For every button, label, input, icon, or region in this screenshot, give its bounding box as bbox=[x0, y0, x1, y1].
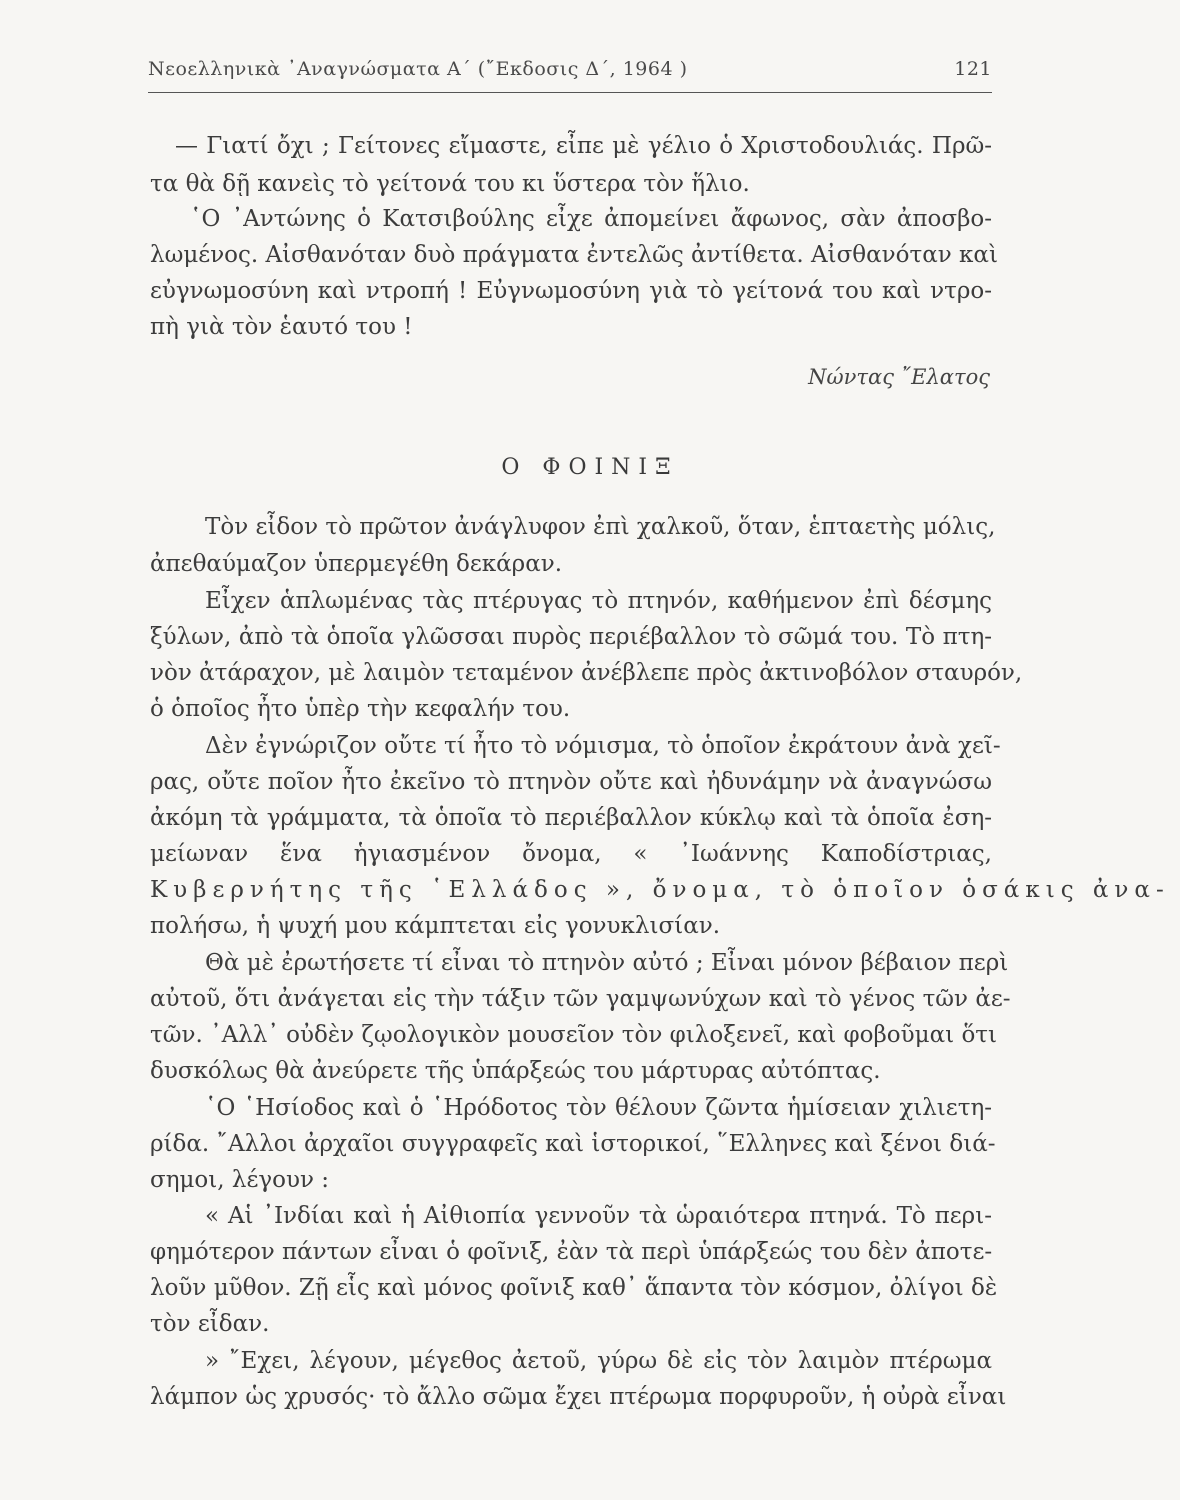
body-line-8: ρας, οὔτε ποῖον ἦτο ἐκεῖνο τὸ πτηνὸν οὔτε καὶ ἠδυνάμην νὰ ἀναγνώσω bbox=[150, 769, 992, 795]
article-title: Ο ΦΟΙΝΙΞ bbox=[501, 455, 679, 480]
body-line-13: Θὰ μὲ ἐρωτήσετε τί εἶναι τὸ πτηνὸν αὐτό ; Εἶναι μόνον βέβαιον περὶ bbox=[205, 950, 1009, 976]
body-line-20: « Αἱ ᾿Ινδίαι καὶ ἡ Αἰθιοπία γεννοῦν τὰ ὡραιότερα πτηνά. Τὸ περι- bbox=[205, 1203, 992, 1229]
body-line-18: ρίδα. ῎Αλλοι ἀρχαῖοι συγγραφεῖς καὶ ἱστορικοί, ῞Ελληνες καὶ ξένοι διά- bbox=[150, 1131, 996, 1157]
running-title: Νεοελληνικὰ ᾿Αναγνώσματα Α΄ (῎Εκδοσις Δ΄, 1964 ) bbox=[148, 58, 688, 80]
body-line-3: Εἶχεν ἁπλωμένας τὰς πτέρυγας τὸ πτηνόν, καθήμενον ἐπὶ δέσμης bbox=[205, 588, 992, 614]
body-line-17: ῾Ο ῾Ησίοδος καὶ ὁ ῾Ηρόδοτος τὸν θέλουν ζῶντα ἡμίσειαν χιλιετη- bbox=[205, 1095, 992, 1121]
prev-line-2: τα θὰ δῇ κανεὶς τὸ γείτονά του κι ὕστερα τὸν ἥλιο. bbox=[150, 171, 750, 197]
author-signature: Νώντας ῎Ελατος bbox=[808, 365, 990, 389]
body-line-2: ἀπεθαύμαζον ὑπερμεγέθη δεκάραν. bbox=[150, 551, 563, 577]
body-line-4: ξύλων, ἀπὸ τὰ ὁποῖα γλῶσσαι πυρὸς περιέβαλλον τὸ σῶμά του. Τὸ πτη- bbox=[150, 624, 992, 650]
page-header bbox=[148, 58, 992, 80]
body-line-15: τῶν. ᾿Αλλ᾿ οὐδὲν ζῳολογικὸν μουσεῖον τὸν φιλοξενεῖ, καὶ φοβοῦμαι ὅτι bbox=[150, 1022, 998, 1048]
body-line-9: ἀκόμη τὰ γράμματα, τὰ ὁποῖα τὸ περιέβαλλον κύκλῳ καὶ τὰ ὁποῖα ἐση- bbox=[150, 805, 992, 831]
body-line-19: σημοι, λέγουν : bbox=[150, 1167, 330, 1193]
body-line-10: μείωναν ἕνα ἡγιασμένον ὄνομα, « ᾿Ιωάννης Καποδίστριας, bbox=[150, 841, 992, 867]
body-line-25: λάμπον ὡς χρυσός· τὸ ἄλλο σῶμα ἔχει πτέρωμα πορφυροῦν, ἡ οὐρὰ εἶναι bbox=[150, 1384, 1007, 1410]
prev-line-6: πὴ γιὰ τὸν ἑαυτό του ! bbox=[150, 314, 413, 340]
body-line-12: πολήσω, ἡ ψυχή μου κάμπτεται εἰς γονυκλισίαν. bbox=[150, 913, 721, 939]
prev-line-1: — Γιατί ὄχι ; Γείτονες εἴμαστε, εἶπε μὲ γέλιο ὁ Χριστοδουλιάς. Πρῶ- bbox=[175, 133, 992, 159]
body-line-5: νὸν ἀτάραχον, μὲ λαιμὸν τεταμένον ἀνέβλεπε πρὸς ἀκτινοβόλον σταυρόν, bbox=[150, 660, 1023, 686]
body-line-24: » ῎Εχει, λέγουν, μέγεθος ἀετοῦ, γύρω δὲ εἰς τὸν λαιμὸν πτέρωμα bbox=[205, 1348, 992, 1374]
header-rule bbox=[148, 92, 992, 93]
body-line-11: Κυβερνήτης τῆς ῾Ελλάδος », ὄνομα, τὸ ὁποῖον ὁσάκις ἀνα- bbox=[150, 877, 1170, 903]
body-line-21: φημότερον πάντων εἶναι ὁ φοῖνιξ, ἐὰν τὰ περὶ ὑπάρξεώς του δὲν ἀποτε- bbox=[150, 1239, 993, 1265]
prev-line-3: ῾Ο ᾿Αντώνης ὁ Κατσιβούλης εἶχε ἀπομείνει ἄφωνος, σὰν ἀποσβο- bbox=[190, 206, 992, 232]
body-line-14: αὐτοῦ, ὅτι ἀνάγεται εἰς τὴν τάξιν τῶν γαμψωνύχων καὶ τὸ γένος τῶν ἀε- bbox=[150, 986, 1011, 1012]
body-line-22: λοῦν μῦθον. Ζῇ εἷς καὶ μόνος φοῖνιξ καθ᾿ ἅπαντα τὸν κόσμον, ὀλίγοι δὲ bbox=[150, 1275, 998, 1301]
body-line-1: Τὸν εἶδον τὸ πρῶτον ἀνάγλυφον ἐπὶ χαλκοῦ, ὅταν, ἑπταετὴς μόλις, bbox=[205, 514, 996, 540]
page-number: 121 bbox=[954, 58, 992, 80]
body-line-16: δυσκόλως θὰ ἀνεύρετε τῆς ὑπάρξεώς του μάρτυρας αὐτόπτας. bbox=[150, 1058, 881, 1084]
body-line-6: ὁ ὁποῖος ἦτο ὑπὲρ τὴν κεφαλήν του. bbox=[150, 696, 571, 722]
prev-line-5: εὐγνωμοσύνη καὶ ντροπή ! Εὐγνωμοσύνη γιὰ τὸ γείτονά του καὶ ντρο- bbox=[150, 278, 992, 304]
body-line-23: τὸν εἶδαν. bbox=[150, 1311, 270, 1337]
body-line-7: Δὲν ἐγνώριζον οὔτε τί ἦτο τὸ νόμισμα, τὸ ὁποῖον ἐκράτουν ἀνὰ χεῖ- bbox=[205, 733, 1001, 759]
prev-line-4: λωμένος. Αἰσθανόταν δυὸ πράγματα ἐντελῶς ἀντίθετα. Αἰσθανόταν καὶ bbox=[150, 242, 998, 268]
